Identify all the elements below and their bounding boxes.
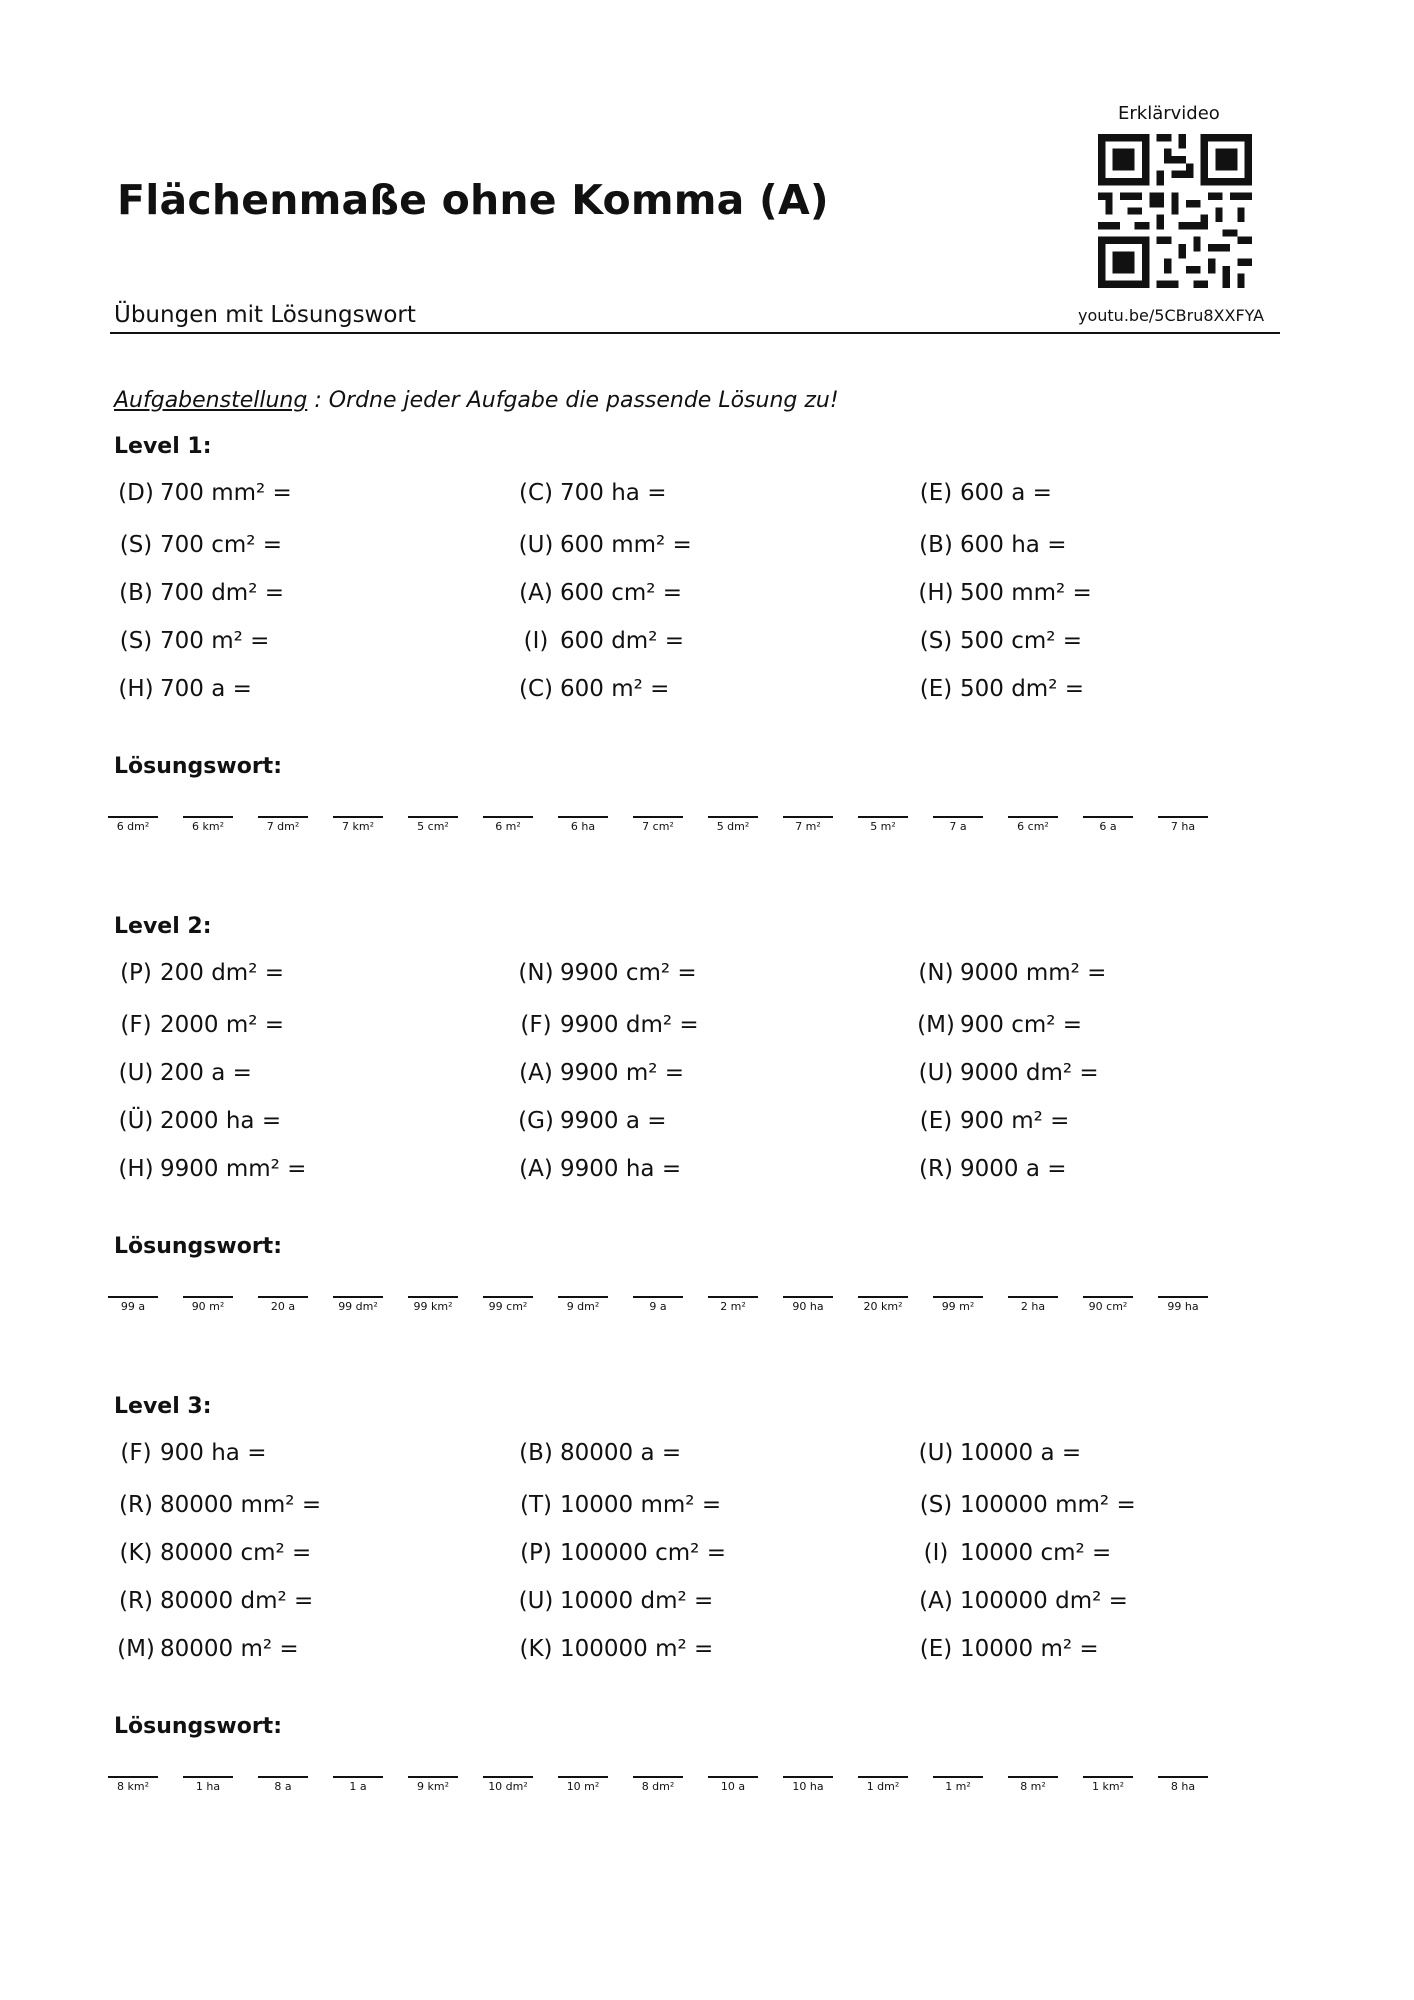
answer-slot-label: 2 m² <box>720 1300 746 1313</box>
problem-letter: (A) <box>519 1060 553 1086</box>
problem-item <box>914 580 1092 606</box>
answer-slot[interactable] <box>558 1296 608 1313</box>
problem-expression: 100000 dm² = <box>960 1588 1128 1614</box>
answer-blank-line <box>108 1776 158 1778</box>
problem-letter: (R) <box>119 1492 153 1518</box>
problem-item <box>914 1588 1128 1614</box>
answer-slot[interactable] <box>933 1776 983 1793</box>
answer-blank-line <box>408 1776 458 1778</box>
answer-blank-line <box>258 1776 308 1778</box>
problem-item <box>114 1156 306 1182</box>
answer-blank-line <box>483 1296 533 1298</box>
answer-slot-label: 90 cm² <box>1088 1300 1128 1313</box>
problem-expression: 2000 ha = <box>160 1108 282 1134</box>
answer-slot[interactable] <box>258 1296 308 1313</box>
answer-blank-line <box>483 1776 533 1778</box>
qr-url-link[interactable]: youtu.be/5CBru8XXFYA <box>1078 306 1265 325</box>
problem-expression: 2000 m² = <box>160 1012 285 1038</box>
answer-blank-line <box>1158 816 1208 818</box>
answer-slot-label: 6 ha <box>570 820 596 833</box>
problem-letter: (P) <box>120 960 152 986</box>
problem-item <box>914 1492 1136 1518</box>
page-title: Flächenmaße ohne Komma (A) <box>117 176 829 224</box>
problem-letter: (P) <box>520 1540 552 1566</box>
problem-letter: (C) <box>518 480 553 506</box>
problem-expression: 600 mm² = <box>560 532 692 558</box>
answer-blank-line <box>1083 1296 1133 1298</box>
answer-blank-line <box>1158 1776 1208 1778</box>
task-label: Aufgabenstellung <box>114 388 308 413</box>
answer-blank-line <box>483 816 533 818</box>
problem-letter: (A) <box>519 1156 553 1182</box>
answer-slot[interactable] <box>333 1776 383 1793</box>
problem-letter: (H) <box>118 1156 154 1182</box>
answer-slot[interactable] <box>108 1296 158 1313</box>
qr-label: Erklärvideo <box>1118 103 1220 124</box>
problem-expression: 9000 mm² = <box>960 960 1107 986</box>
answer-blank-line <box>1083 1776 1133 1778</box>
problem-letter: (E) <box>919 676 953 702</box>
problem-expression: 10000 cm² = <box>960 1540 1112 1566</box>
problem-letter: (K) <box>119 1540 153 1566</box>
problem-item <box>114 676 252 702</box>
answer-slot-label: 1 a <box>349 1780 367 1793</box>
answer-slot[interactable] <box>483 1776 533 1793</box>
problem-letter: (Ü) <box>118 1108 154 1134</box>
answer-blank-line <box>258 816 308 818</box>
problem-expression: 900 ha = <box>160 1440 267 1466</box>
answer-slot-label: 20 km² <box>863 1300 903 1313</box>
answer-blank-line <box>333 1776 383 1778</box>
problem-expression: 600 cm² = <box>560 580 683 606</box>
task-text: : Ordne jeder Aufgabe die passende Lösung zu! <box>307 388 839 413</box>
answer-slot-label: 6 dm² <box>116 820 150 833</box>
qr-code-icon[interactable] <box>1094 134 1256 288</box>
problem-expression: 10000 dm² = <box>560 1588 714 1614</box>
answer-slot-label: 7 ha <box>1170 820 1196 833</box>
problem-letter: (U) <box>118 1060 154 1086</box>
answer-blank-line <box>783 816 833 818</box>
problem-expression: 100000 cm² = <box>560 1540 726 1566</box>
answer-slot-label: 6 cm² <box>1017 820 1049 833</box>
problem-expression: 9000 dm² = <box>960 1060 1099 1086</box>
problem-letter: (F) <box>120 1012 152 1038</box>
answer-blank-line <box>408 816 458 818</box>
problem-expression: 500 cm² = <box>960 628 1083 654</box>
answer-slot-label: 6 a <box>1099 820 1117 833</box>
problem-letter: (H) <box>118 676 154 702</box>
answer-blank-line <box>108 816 158 818</box>
problem-item <box>914 960 1106 986</box>
problem-item <box>514 628 684 654</box>
answer-blank-line <box>708 816 758 818</box>
problem-letter: (R) <box>919 1156 953 1182</box>
answer-slot-label: 7 cm² <box>642 820 674 833</box>
answer-slot-label: 8 ha <box>1170 1780 1196 1793</box>
problem-expression: 80000 cm² = <box>160 1540 312 1566</box>
problem-item <box>514 960 697 986</box>
problem-item <box>914 1636 1099 1662</box>
answer-slot[interactable] <box>558 1776 608 1793</box>
answer-slot[interactable] <box>258 816 308 833</box>
problem-letter: (S) <box>119 628 153 654</box>
problem-item <box>914 1156 1067 1182</box>
answer-slot[interactable] <box>783 1296 833 1313</box>
problem-letter: (S) <box>119 532 153 558</box>
problem-expression: 9000 a = <box>960 1156 1067 1182</box>
problem-expression: 600 ha = <box>960 532 1067 558</box>
problem-letter: (N) <box>918 960 954 986</box>
answer-slot-label: 5 dm² <box>716 820 750 833</box>
answer-slot-label: 1 m² <box>945 1780 971 1793</box>
problem-letter: (U) <box>518 1588 554 1614</box>
answer-slot-label: 6 m² <box>495 820 521 833</box>
problem-expression: 9900 cm² = <box>560 960 697 986</box>
problem-item <box>514 1588 713 1614</box>
answer-slot[interactable] <box>933 816 983 833</box>
problem-expression: 80000 mm² = <box>160 1492 322 1518</box>
answer-blank-line <box>258 1296 308 1298</box>
problem-item <box>914 676 1084 702</box>
problem-letter: (B) <box>919 532 953 558</box>
answer-slot[interactable] <box>333 1296 383 1313</box>
problem-letter: (A) <box>919 1588 953 1614</box>
answer-slot-label: 9 a <box>649 1300 667 1313</box>
level-title: Level 3: <box>114 1394 212 1419</box>
problem-letter: (H) <box>918 580 954 606</box>
answer-slot-label: 7 a <box>949 820 967 833</box>
answer-slot[interactable] <box>933 1296 983 1313</box>
problem-item <box>114 1540 311 1566</box>
answer-slot[interactable] <box>108 1776 158 1793</box>
problem-letter: (G) <box>518 1108 554 1134</box>
problem-expression: 9900 mm² = <box>160 1156 307 1182</box>
answer-blank-line <box>183 1296 233 1298</box>
problem-item <box>514 1636 713 1662</box>
answer-slot[interactable] <box>108 816 158 833</box>
problem-item <box>114 1012 284 1038</box>
answer-slot[interactable] <box>783 816 833 833</box>
answer-slot[interactable] <box>708 1296 758 1313</box>
answer-slot-label: 90 m² <box>191 1300 225 1313</box>
answer-slot[interactable] <box>1008 1776 1058 1793</box>
answer-slot[interactable] <box>258 1776 308 1793</box>
problem-letter: (S) <box>919 628 953 654</box>
answer-slot[interactable] <box>1083 816 1133 833</box>
answer-slot[interactable] <box>558 816 608 833</box>
answer-slot-label: 10 a <box>720 1780 746 1793</box>
problem-item <box>914 480 1052 506</box>
answer-blank-line <box>558 1296 608 1298</box>
answer-blank-line <box>108 1296 158 1298</box>
problem-expression: 100000 mm² = <box>960 1492 1136 1518</box>
solution-word-label: Lösungswort: <box>114 1234 282 1259</box>
problem-letter: (U) <box>918 1440 954 1466</box>
problem-item <box>514 676 669 702</box>
problem-expression: 500 dm² = <box>960 676 1085 702</box>
answer-blank-line <box>333 816 383 818</box>
answer-slot[interactable] <box>183 1776 233 1793</box>
problem-expression: 700 m² = <box>160 628 270 654</box>
problem-letter: (S) <box>919 1492 953 1518</box>
answer-slot[interactable] <box>1008 816 1058 833</box>
answer-slot[interactable] <box>483 1296 533 1313</box>
answer-slot[interactable] <box>858 1296 908 1313</box>
problem-expression: 600 a = <box>960 480 1052 506</box>
problem-expression: 700 a = <box>160 676 252 702</box>
problem-item <box>114 1108 281 1134</box>
answer-blank-line <box>633 1296 683 1298</box>
answer-blank-line <box>858 1296 908 1298</box>
answer-slot-label: 5 cm² <box>417 820 449 833</box>
answer-slot[interactable] <box>1158 1296 1208 1313</box>
problem-expression: 600 dm² = <box>560 628 685 654</box>
answer-blank-line <box>333 1296 383 1298</box>
problem-expression: 9900 a = <box>560 1108 667 1134</box>
answer-slot-label: 20 a <box>270 1300 296 1313</box>
problem-expression: 200 a = <box>160 1060 252 1086</box>
problem-expression: 80000 dm² = <box>160 1588 314 1614</box>
problem-expression: 700 mm² = <box>160 480 292 506</box>
answer-blank-line <box>558 1776 608 1778</box>
problem-item <box>514 1108 667 1134</box>
problem-letter: (C) <box>518 676 553 702</box>
answer-slot[interactable] <box>1158 1776 1208 1793</box>
answer-slot-label: 99 cm² <box>488 1300 528 1313</box>
answer-blank-line <box>183 816 233 818</box>
solution-word-label: Lösungswort: <box>114 1714 282 1739</box>
answer-slot[interactable] <box>408 816 458 833</box>
answer-slot-label: 7 km² <box>342 820 374 833</box>
answer-blank-line <box>783 1296 833 1298</box>
problem-expression: 900 cm² = <box>960 1012 1083 1038</box>
problem-item <box>514 532 692 558</box>
problem-letter: (B) <box>119 580 153 606</box>
problem-item <box>914 1060 1099 1086</box>
answer-blank-line <box>933 1776 983 1778</box>
answer-slot-label: 7 dm² <box>266 820 300 833</box>
answer-slot[interactable] <box>858 1776 908 1793</box>
answer-slot-label: 5 m² <box>870 820 896 833</box>
answer-slot[interactable] <box>1008 1296 1058 1313</box>
answer-slot-label: 8 dm² <box>641 1780 675 1793</box>
answer-slot-label: 8 m² <box>1020 1780 1046 1793</box>
answer-blank-line <box>858 1776 908 1778</box>
problem-item <box>114 1636 299 1662</box>
answer-slot[interactable] <box>783 1776 833 1793</box>
answer-slot-label: 7 m² <box>795 820 821 833</box>
answer-slot[interactable] <box>408 1296 458 1313</box>
answer-blank-line <box>633 816 683 818</box>
problem-expression: 100000 m² = <box>560 1636 714 1662</box>
answer-slot-label: 10 m² <box>566 1780 600 1793</box>
answer-slot[interactable] <box>483 816 533 833</box>
level-title: Level 2: <box>114 914 212 939</box>
problem-item <box>914 1440 1081 1466</box>
problem-letter: (F) <box>120 1440 152 1466</box>
answer-slot-label: 10 ha <box>792 1780 824 1793</box>
solution-word-label: Lösungswort: <box>114 754 282 779</box>
problem-expression: 500 mm² = <box>960 580 1092 606</box>
problem-item <box>114 480 292 506</box>
problem-item <box>114 580 284 606</box>
answer-slot-label: 1 dm² <box>866 1780 900 1793</box>
answer-slot-label: 99 m² <box>941 1300 975 1313</box>
answer-slot[interactable] <box>858 816 908 833</box>
answer-slot-label: 99 a <box>120 1300 146 1313</box>
answer-slot[interactable] <box>408 1776 458 1793</box>
problem-expression: 700 ha = <box>560 480 667 506</box>
problem-expression: 10000 a = <box>960 1440 1082 1466</box>
problem-letter: (F) <box>520 1012 552 1038</box>
problem-item <box>514 1440 681 1466</box>
problem-expression: 10000 m² = <box>960 1636 1099 1662</box>
problem-item <box>114 1060 252 1086</box>
problem-item <box>114 1492 321 1518</box>
problem-letter: (A) <box>519 580 553 606</box>
header-divider <box>110 332 1280 334</box>
answer-blank-line <box>1158 1296 1208 1298</box>
problem-letter: (U) <box>918 1060 954 1086</box>
answer-slot[interactable] <box>708 1776 758 1793</box>
problem-item <box>514 480 666 506</box>
answer-slot-label: 2 ha <box>1020 1300 1046 1313</box>
problem-item <box>114 628 269 654</box>
answer-blank-line <box>183 1776 233 1778</box>
answer-slot-label: 99 dm² <box>338 1300 378 1313</box>
answer-slot[interactable] <box>708 816 758 833</box>
answer-blank-line <box>858 816 908 818</box>
answer-blank-line <box>1008 816 1058 818</box>
problem-letter: (I) <box>923 1540 949 1566</box>
problem-letter: (M) <box>917 1012 955 1038</box>
problem-item <box>514 1060 684 1086</box>
problem-letter: (E) <box>919 480 953 506</box>
problem-letter: (M) <box>117 1636 155 1662</box>
problem-letter: (T) <box>520 1492 552 1518</box>
answer-slot-label: 9 dm² <box>566 1300 600 1313</box>
problem-item <box>514 580 682 606</box>
problem-item <box>514 1540 726 1566</box>
problem-item <box>914 1012 1082 1038</box>
answer-blank-line <box>1083 816 1133 818</box>
answer-slot[interactable] <box>633 1296 683 1313</box>
problem-expression: 9900 ha = <box>560 1156 682 1182</box>
answer-blank-line <box>933 1296 983 1298</box>
problem-expression: 700 dm² = <box>160 580 285 606</box>
problem-expression: 80000 m² = <box>160 1636 299 1662</box>
problem-item <box>914 1108 1069 1134</box>
problem-expression: 80000 a = <box>560 1440 682 1466</box>
answer-slot-label: 6 km² <box>192 820 224 833</box>
answer-blank-line <box>1008 1296 1058 1298</box>
answer-slot[interactable] <box>1158 816 1208 833</box>
problem-expression: 700 cm² = <box>160 532 283 558</box>
problem-item <box>114 960 284 986</box>
answer-blank-line <box>558 816 608 818</box>
task-instruction <box>114 388 839 413</box>
answer-blank-line <box>708 1296 758 1298</box>
problem-letter: (N) <box>518 960 554 986</box>
answer-slot[interactable] <box>183 1296 233 1313</box>
problem-item <box>114 532 282 558</box>
problem-expression: 200 dm² = <box>160 960 285 986</box>
answer-slot-label: 8 km² <box>117 1780 149 1793</box>
level-title: Level 1: <box>114 434 212 459</box>
problem-letter: (K) <box>519 1636 553 1662</box>
answer-slot-label: 90 ha <box>792 1300 824 1313</box>
problem-letter: (E) <box>919 1636 953 1662</box>
problem-letter: (E) <box>919 1108 953 1134</box>
problem-letter: (R) <box>119 1588 153 1614</box>
problem-item <box>114 1588 313 1614</box>
subtitle: Übungen mit Lösungswort <box>114 302 416 328</box>
answer-slot-label: 8 a <box>274 1780 292 1793</box>
problem-expression: 9900 dm² = <box>560 1012 699 1038</box>
answer-slot-label: 99 ha <box>1167 1300 1199 1313</box>
answer-slot[interactable] <box>333 816 383 833</box>
answer-slot[interactable] <box>633 816 683 833</box>
problem-letter: (I) <box>523 628 549 654</box>
answer-blank-line <box>783 1776 833 1778</box>
problem-letter: (D) <box>118 480 154 506</box>
answer-slot[interactable] <box>633 1776 683 1793</box>
answer-blank-line <box>633 1776 683 1778</box>
answer-slot-label: 1 ha <box>195 1780 221 1793</box>
problem-item <box>114 1440 266 1466</box>
problem-item <box>514 1156 681 1182</box>
problem-item <box>914 532 1066 558</box>
problem-item <box>914 628 1082 654</box>
answer-slot-label: 10 dm² <box>488 1780 528 1793</box>
problem-item <box>914 1540 1111 1566</box>
problem-item <box>514 1492 721 1518</box>
problem-letter: (U) <box>518 532 554 558</box>
problem-expression: 600 m² = <box>560 676 670 702</box>
answer-slot-label: 9 km² <box>417 1780 449 1793</box>
problem-expression: 10000 mm² = <box>560 1492 722 1518</box>
answer-blank-line <box>408 1296 458 1298</box>
problem-expression: 900 m² = <box>960 1108 1070 1134</box>
answer-blank-line <box>1008 1776 1058 1778</box>
problem-item <box>514 1012 699 1038</box>
problem-letter: (B) <box>519 1440 553 1466</box>
answer-slot[interactable] <box>1083 1776 1133 1793</box>
answer-slot-label: 1 km² <box>1092 1780 1124 1793</box>
answer-blank-line <box>708 1776 758 1778</box>
answer-slot[interactable] <box>1083 1296 1133 1313</box>
answer-slot-label: 99 km² <box>413 1300 453 1313</box>
answer-slot[interactable] <box>183 816 233 833</box>
answer-blank-line <box>933 816 983 818</box>
problem-expression: 9900 m² = <box>560 1060 685 1086</box>
